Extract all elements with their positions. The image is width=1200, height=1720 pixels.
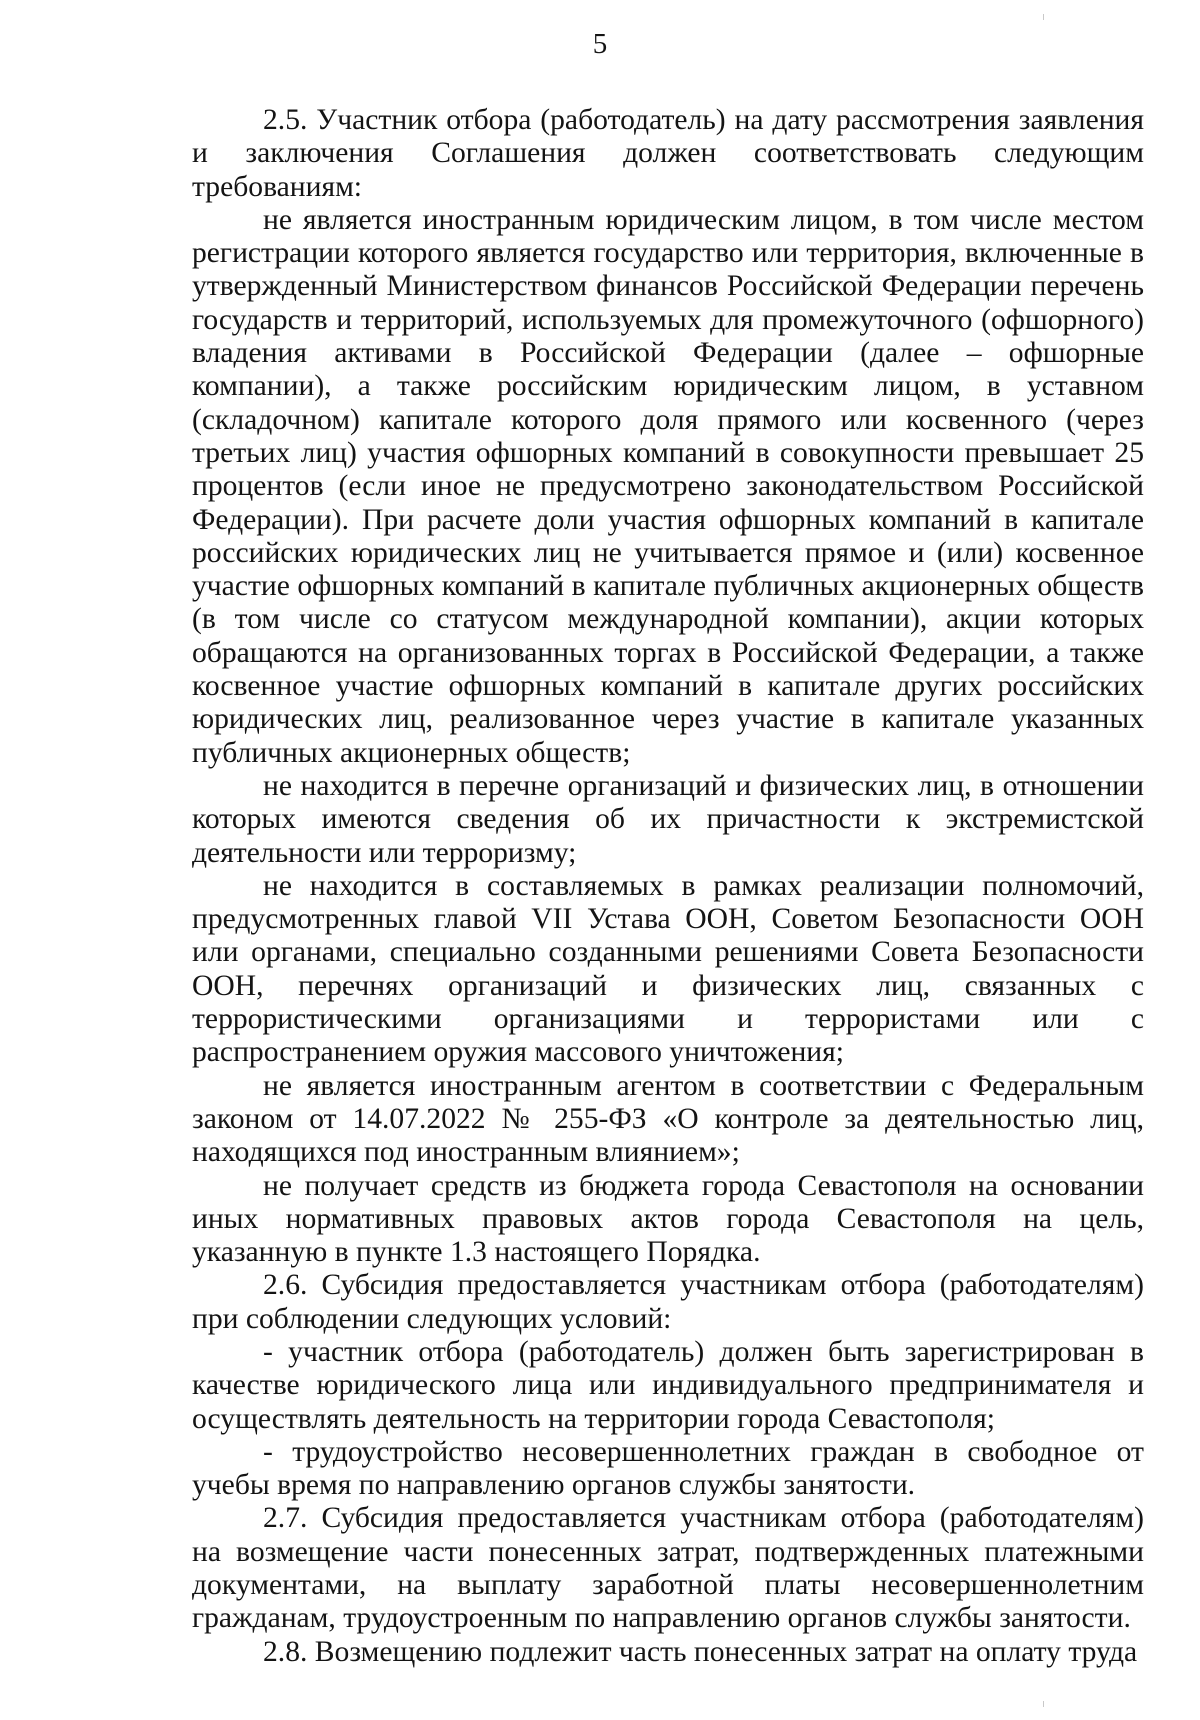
requirement-not-un-list: не находится в составляемых в рамках реализации полномочий, предусмотренных главой VII Устава ООН, Советом Безопасности ООН или органами, специально созданными решениями Совета Безопасности ООН, перечнях организаций и физических лиц, связанных с террористическими организациями и террористами или с распространением оружия массового уничтожения; bbox=[192, 869, 1144, 1069]
requirement-not-extremist-list: не находится в перечне организаций и физических лиц, в отношении которых имеются сведения об их причастности к экстремистской деятельности или терроризму; bbox=[192, 769, 1144, 869]
paragraph-2-7: 2.7. Субсидия предоставляется участникам отбора (работодателям) на возмещение части понесенных затрат, подтвержденных платежными документами, на выплату заработной платы несовершеннолетним гражданам, трудоустроенным по направлению органов службы занятости. bbox=[192, 1502, 1144, 1635]
paragraph-2-6: 2.6. Субсидия предоставляется участникам отбора (работодателям) при соблюдении следующих условий: bbox=[192, 1269, 1144, 1335]
condition-employment: - трудоустройство несовершеннолетних граждан в свободное от учебы время по направлению органов службы занятости. bbox=[192, 1435, 1144, 1502]
requirement-not-foreign-agent: не является иностранным агентом в соответствии с Федеральным законом от 14.07.2022 № 255-ФЗ «О контроле за деятельностью лиц, находящихся под иностранным влиянием»; bbox=[192, 1069, 1144, 1169]
scan-mark-bottom-right bbox=[1043, 1701, 1044, 1707]
condition-registration: - участник отбора (работодатель) должен быть зарегистрирован в качестве юридического лица или индивидуального предпринимателя и осуществлять деятельность на территории города Севастополя; bbox=[192, 1335, 1144, 1435]
paragraph-2-8: 2.8. Возмещению подлежит часть понесенных затрат на оплату труда bbox=[263, 1635, 1138, 1668]
scan-mark-top-right bbox=[1043, 14, 1044, 20]
document-body bbox=[192, 104, 1144, 1669]
requirement-not-foreign-entity: не является иностранным юридическим лицом, в том числе местом регистрации которого является государство или территория, включенные в утвержденный Министерством финансов Российской Федерации перечень государств и территорий, используемых для промежуточного (офшорного) владения активами в Российской Федерации (далее – офшорные компании), а также российским юридическим лицом, в уставном (складочном) капитале которого доля прямого или косвенного (через третьих лиц) участия офшорных компаний в совокупности превышает 25 процентов (если иное не предусмотрено законодательством Российской Федерации). При расчете доли участия офшорных компаний в капитале российских юридических лиц не учитывается прямое и (или) косвенное участие офшорных компаний в капитале публичных акционерных обществ (в том числе со статусом международной компании), акции которых обращаются на организованных торгах в Российской Федерации, а также косвенное участие офшорных компаний в капитале других российских юридических лиц, реализованное через участие в капитале указанных публичных акционерных обществ; bbox=[192, 203, 1144, 769]
requirement-no-budget-funds: не получает средств из бюджета города Севастополя на основании иных нормативных правовых актов города Севастополя на цель, указанную в пункте 1.3 настоящего Порядка. bbox=[192, 1169, 1144, 1269]
page-number: 5 bbox=[592, 28, 608, 60]
paragraph-2-5: 2.5. Участник отбора (работодатель) на дату рассмотрения заявления и заключения Соглашения должен соответствовать следующим требованиям: bbox=[192, 104, 1144, 203]
